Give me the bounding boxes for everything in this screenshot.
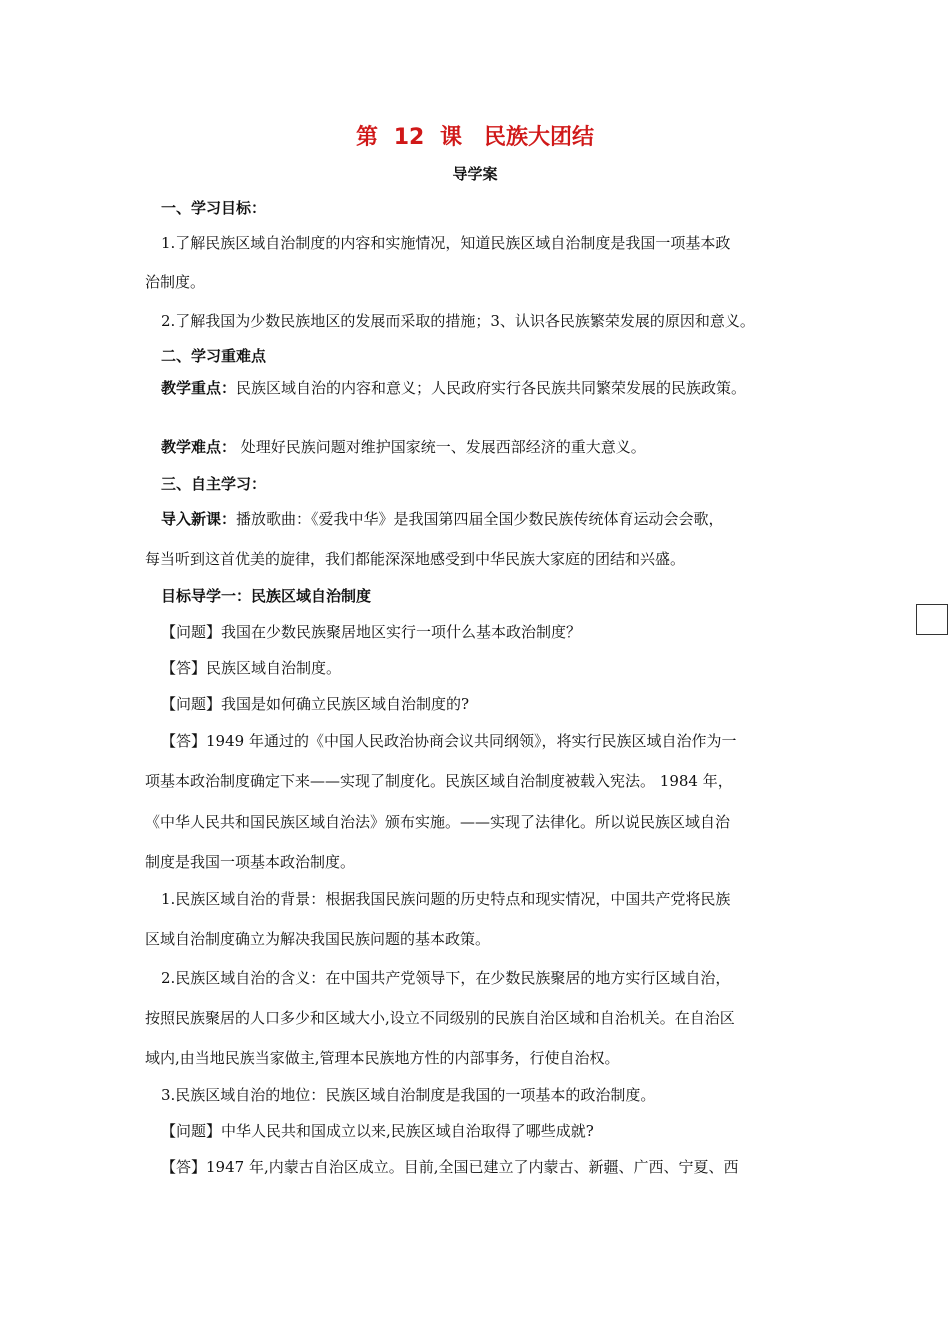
answer-line: 项基本政治制度确定下来——实现了制度化。民族区域自治制度被载入宪法。 1984 年， xyxy=(145,772,733,790)
page-title: 第 12 课 民族大团结 xyxy=(356,125,594,150)
answer-line: 制度是我国一项基本政治制度。 xyxy=(145,853,356,871)
paragraph-line: 域内,由当地民族当家做主,管理本民族地方性的内部事务，行使自治权。 xyxy=(145,1049,620,1067)
paragraph-line: 2.民族区域自治的含义：在中国共产党领导下，在少数民族聚居的地方实行区域自治， xyxy=(161,969,731,987)
difficulty-label: 教学难点： xyxy=(161,438,237,456)
paragraph-line: 按照民族聚居的人口多少和区域大小,设立不同级别的民族自治区域和自治机关。在自治区 xyxy=(145,1009,735,1027)
key-point-text: 民族区域自治的内容和意义；人民政府实行各民族共同繁荣发展的民族政策。 xyxy=(236,379,747,397)
difficulty-text: 处理好民族问题对维护国家统一、发展西部经济的重大意义。 xyxy=(236,438,646,456)
intro-text: 播放歌曲：《爱我中华》是我国第四届全国少数民族传统体育运动会会歌， xyxy=(236,510,724,528)
difficulty-line xyxy=(161,437,646,457)
paragraph-line: 每当听到这首优美的旋律，我们都能深深地感受到中华民族大家庭的团结和兴盛。 xyxy=(145,550,686,568)
key-point-label: 教学重点： xyxy=(161,379,237,397)
answer-line: 【答】民族区域自治制度。 xyxy=(161,659,342,677)
intro-label: 导入新课： xyxy=(161,510,237,528)
question-line: 【问题】中华人民共和国成立以来,民族区域自治取得了哪些成就? xyxy=(161,1122,594,1140)
paragraph-line: 1.民族区域自治的背景：根据我国民族问题的历史特点和现实情况，中国共产党将民族 xyxy=(161,890,731,908)
answer-line: 《中华人民共和国民族区域自治法》颁布实施。——实现了法律化。所以说民族区域自治 xyxy=(145,813,731,831)
section-heading-goals: 一、学习目标： xyxy=(161,199,267,217)
question-line: 【问题】我国是如何确立民族区域自治制度的? xyxy=(161,695,470,713)
intro-line xyxy=(161,509,724,529)
section-heading-self-study: 三、自主学习： xyxy=(161,475,267,493)
paragraph-line: 1.了解民族区域自治制度的内容和实施情况，知道民族区域自治制度是我国一项基本政 xyxy=(161,234,731,252)
page-subtitle: 导学案 xyxy=(452,165,498,183)
paragraph-line: 2.了解我国为少数民族地区的发展而采取的措施；3、认识各民族繁荣发展的原因和意义。 xyxy=(161,312,755,330)
margin-box xyxy=(916,604,948,635)
paragraph-line: 区域自治制度确立为解决我国民族问题的基本政策。 xyxy=(145,930,491,948)
section-heading-key-points: 二、学习重难点 xyxy=(161,347,267,365)
answer-line: 【答】1947 年,内蒙古自治区成立。目前,全国已建立了内蒙古、新疆、广西、宁夏、西 xyxy=(161,1158,739,1176)
paragraph-line: 治制度。 xyxy=(145,273,206,291)
key-point-line xyxy=(161,378,746,398)
paragraph-line: 3.民族区域自治的地位：民族区域自治制度是我国的一项基本的政治制度。 xyxy=(161,1086,656,1104)
question-line: 【问题】我国在少数民族聚居地区实行一项什么基本政治制度？ xyxy=(161,623,582,641)
goal-heading: 目标导学一：民族区域自治制度 xyxy=(161,587,372,605)
answer-line: 【答】1949 年通过的《中国人民政治协商会议共同纲领》，将实行民族区域自治作为一 xyxy=(161,732,737,750)
